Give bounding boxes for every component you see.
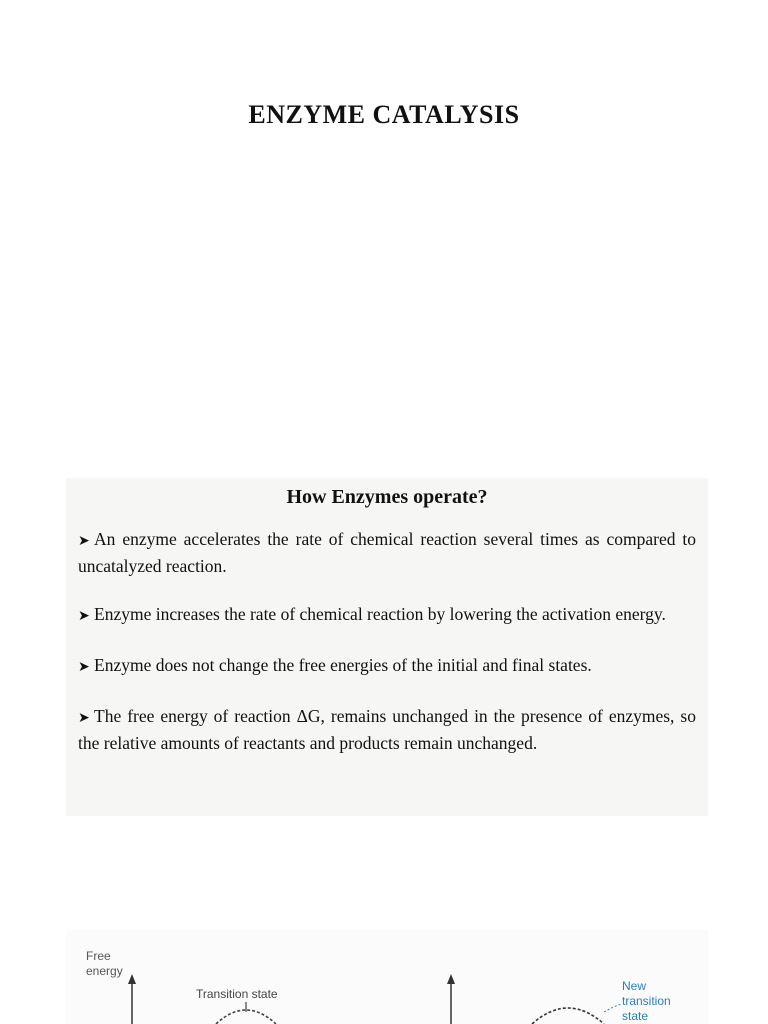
new-transition-label-line1: New — [622, 979, 647, 993]
slide-heading: How Enzymes operate? — [286, 486, 488, 508]
new-transition-pointer — [604, 1004, 622, 1012]
page-title: ENZYME CATALYSIS — [248, 100, 520, 129]
arrowhead-bullet-icon: ➤ — [78, 534, 90, 549]
bullet-text: Enzyme does not change the free energies of the initial and final states. — [94, 655, 592, 675]
energy-diagram — [66, 930, 708, 1024]
uncatalyzed-curve — [216, 1010, 276, 1024]
bullet-item — [78, 653, 696, 680]
new-transition-label-line3: state — [622, 1009, 649, 1023]
transition-state-label: Transition state — [196, 987, 278, 1001]
y-axis-label-line2: energy — [86, 964, 123, 978]
slide-how-enzymes-operate — [66, 478, 708, 816]
y-axis-label-line1: Free — [86, 949, 111, 963]
bullet-text: An enzyme accelerates the rate of chemical reaction several times as compared to uncatalyzed reaction. — [78, 529, 696, 576]
new-transition-label-line2: transition — [622, 994, 671, 1008]
arrowhead-bullet-icon: ➤ — [78, 660, 90, 675]
bullet-item — [78, 527, 696, 578]
y-axis-arrowhead-icon — [447, 974, 455, 984]
catalyzed-curve — [532, 1008, 604, 1024]
arrowhead-bullet-icon: ➤ — [78, 711, 90, 726]
bullet-item — [78, 602, 696, 629]
y-axis-arrowhead-icon — [128, 974, 136, 984]
arrowhead-bullet-icon: ➤ — [78, 609, 90, 624]
bullet-item — [78, 704, 696, 755]
bullet-text: The free energy of reaction ΔG, remains unchanged in the presence of enzymes, so the relative amounts of reactants and products remain unchanged. — [78, 706, 696, 753]
energy-diagram-svg — [66, 930, 708, 1024]
bullet-text: Enzyme increases the rate of chemical reaction by lowering the activation energy. — [94, 604, 666, 624]
bullet-list — [78, 527, 696, 755]
